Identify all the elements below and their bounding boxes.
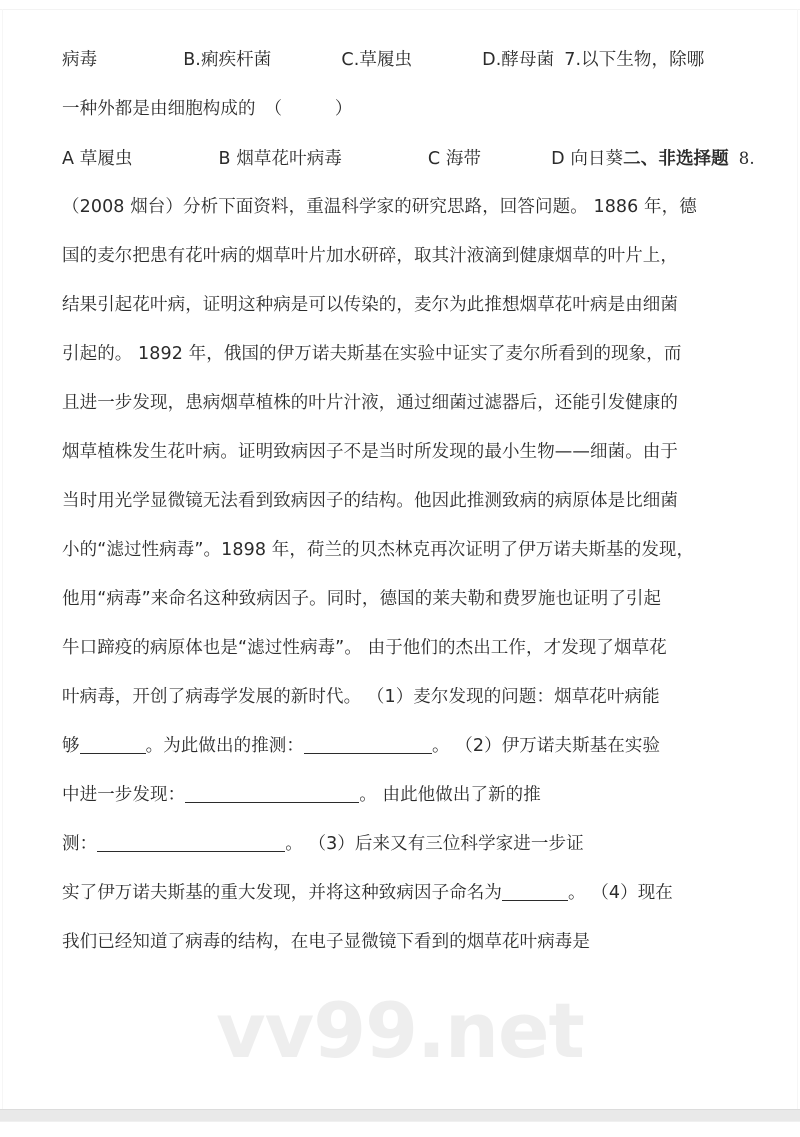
page-right-border — [797, 9, 798, 1109]
text-line-1 — [62, 36, 738, 85]
answer-2-cont-prefix: 测： — [62, 834, 98, 854]
text-line-4: （2008 烟台）分析下面资料，重温科学家的研究思路，回答问题。 1886 年，德 — [62, 197, 697, 217]
question-7-stem-start: 7.以下生物，除哪 — [564, 50, 705, 70]
option-d-yeast: D.酵母菌 — [482, 50, 555, 70]
page-bottom-edge — [0, 1109, 800, 1122]
text-line-15 — [62, 722, 738, 771]
text-line-9: 烟草植株发生花叶病。证明致病因子不是当时所发现的最小生物——细菌。由于 — [62, 442, 678, 462]
option-a-virus: 病毒 — [62, 50, 98, 70]
text-line-13: 牛口蹄疫的病原体也是“滤过性病毒”。 由于他们的杰出工作，才发现了烟草花 — [62, 638, 667, 658]
answer-4-text: 。 （4）现在 — [568, 883, 673, 903]
text-line-7: 引起的。 1892 年，俄国的伊万诺夫斯基在实验中证实了麦尔所看到的现象，而 — [62, 344, 682, 364]
answer-1-suffix: 。 （2）伊万诺夫斯基在实验 — [432, 736, 661, 756]
q7-option-b: B 烟草花叶病毒 — [218, 149, 342, 169]
text-line-17 — [62, 820, 738, 869]
text-line-2 — [62, 85, 738, 134]
option-c-paramecium: C.草履虫 — [341, 50, 413, 70]
q7-option-d: D 向日葵 — [551, 149, 624, 169]
text-line-6: 结果引起花叶病，证明这种病是可以传染的，麦尔为此推想烟草花叶病是由细菌 — [62, 295, 678, 315]
page-top-border — [0, 9, 800, 10]
answer-2-prefix: 中进一步发现： — [62, 785, 186, 805]
answer-1-prefix: 够 — [62, 736, 80, 756]
document-body — [62, 36, 755, 967]
text-line-18 — [62, 869, 738, 918]
option-b-shigella: B.痢疾杆菌 — [183, 50, 272, 70]
q7-option-a: A 草履虫 — [62, 149, 133, 169]
text-line-8: 且进一步发现，患病烟草植株的叶片汁液，通过细菌过滤器后，还能引发健康的 — [62, 393, 678, 413]
answer-2-suffix: 。 由此他做出了新的推 — [359, 785, 541, 805]
answer-blank-2b[interactable] — [97, 851, 285, 852]
answer-3-prefix: 实了伊万诺夫斯基的重大发现，并将这种致病因子命名为 — [62, 883, 502, 903]
watermark-vv99net: vv99.net — [216, 986, 584, 1075]
text-line-12: 他用“病毒”来命名这种致病因子。同时，德国的莱夫勒和费罗施也证明了引起 — [62, 589, 662, 609]
text-line-19: 我们已经知道了病毒的结构，在电子显微镜下看到的烟草花叶病毒是 — [62, 932, 590, 952]
question-8-number: 8. — [738, 149, 755, 168]
q7-option-c: C 海带 — [427, 149, 482, 169]
answer-blank-1a[interactable] — [80, 753, 146, 754]
text-line-5: 国的麦尔把患有花叶病的烟草叶片加水研碎，取其汁液滴到健康烟草的叶片上， — [62, 246, 678, 266]
text-line-14: 叶病毒，开创了病毒学发展的新时代。 （1）麦尔发现的问题：烟草花叶病能 — [62, 687, 660, 707]
text-line-3 — [62, 134, 755, 183]
page-left-border — [2, 9, 3, 1109]
answer-1-middle: 。为此做出的推测： — [145, 736, 305, 756]
text-line-10: 当时用光学显微镜无法看到致病因子的结构。他因此推测致病的病原体是比细菌 — [62, 491, 678, 511]
text-line-16 — [62, 771, 738, 820]
answer-blank-2a[interactable] — [185, 802, 359, 803]
answer-3-text: 。 （3）后来又有三位科学家进一步证 — [285, 834, 584, 854]
text-line-11: 小的“滤过性病毒”。1898 年，荷兰的贝杰林克再次证明了伊万诺夫斯基的发现， — [62, 540, 695, 560]
question-7-stem-end: 一种外都是由细胞构成的 （ ） — [62, 99, 353, 119]
section-heading-non-choice: 二、非选择题 — [623, 149, 729, 169]
answer-blank-1b[interactable] — [304, 753, 432, 754]
answer-blank-3[interactable] — [502, 900, 568, 901]
